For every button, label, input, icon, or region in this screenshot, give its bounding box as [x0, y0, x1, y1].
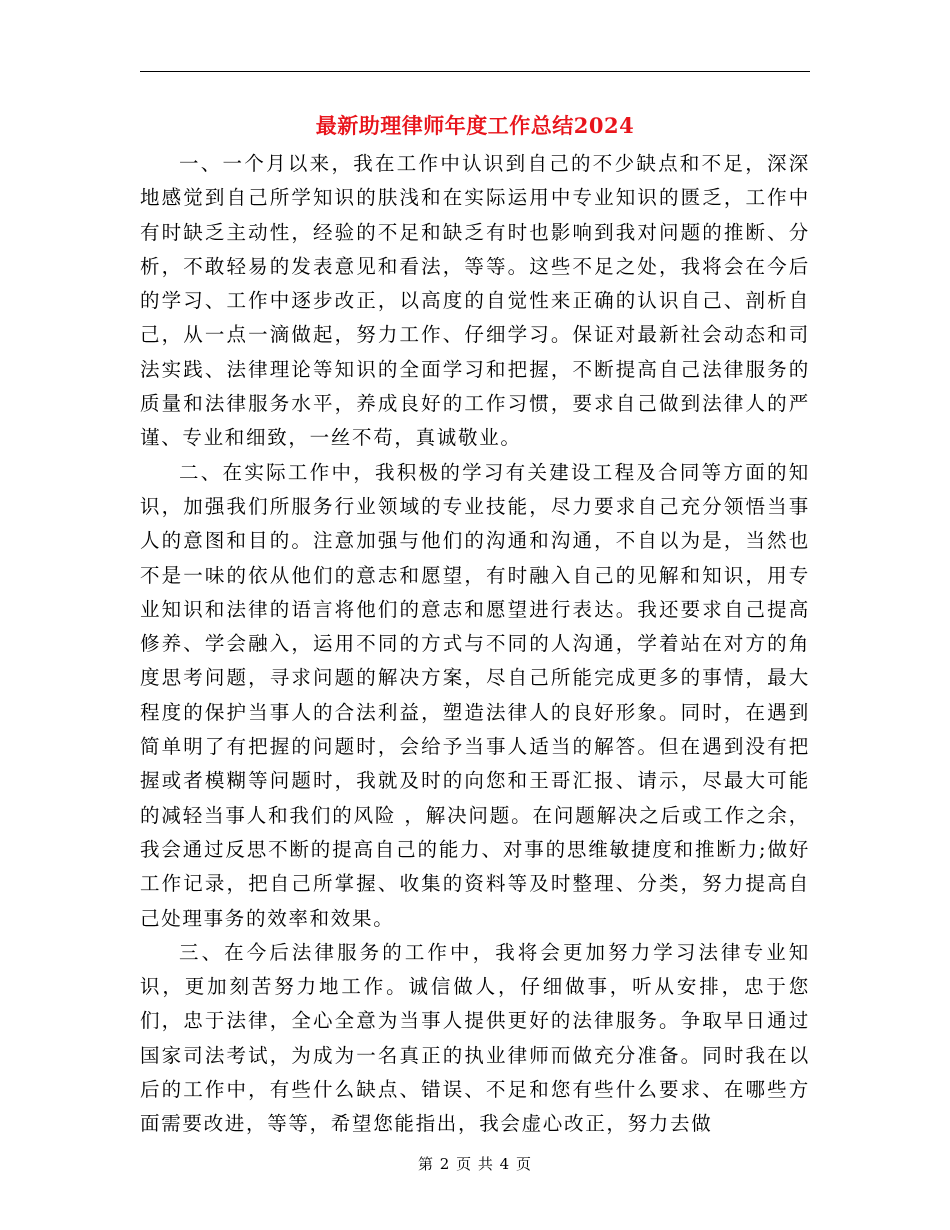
- page-number: 第 2 页 共 4 页: [418, 1155, 532, 1173]
- document-body: [140, 147, 810, 1142]
- paragraph-2: 二、在实际工作中，我积极的学习有关建设工程及合同等方面的知识，加强我们所服务行业领域的专业技能，尽力要求自己充分领悟当事人的意图和目的。注意加强与他们的沟通和沟通，不自以为是，当然也不是一味的依从他们的意志和愿望，有时融入自己的见解和知识，用专业知识和法律的语言将他们的意志和愿望进行表达。我还要求自己提高修养、学会融入，运用不同的方式与不同的人沟通，学着站在对方的角度思考问题，寻求问题的解决方案，尽自己所能完成更多的事情，最大程度的保护当事人的合法利益，塑造法律人的良好形象。同时，在遇到简单明了有把握的问题时，会给予当事人适当的解答。但在遇到没有把握或者模糊等问题时，我就及时的向您和王哥汇报、请示，尽最大可能的减轻当事人和我们的风险 ，解决问题。在问题解决之后或工作之余，我会通过反思不断的提高自己的能力、对事的思维敏捷度和推断力;做好工作记录，把自己所掌握、收集的资料等及时整理、分类，努力提高自己处理事务的效率和效果。: [140, 460, 810, 930]
- header-rule: [140, 71, 810, 72]
- document-title: 最新助理律师年度工作总结2024: [315, 113, 635, 138]
- paragraph-1: 一、一个月以来，我在工作中认识到自己的不少缺点和不足，深深地感觉到自己所学知识的肤浅和在实际运用中专业知识的匮乏，工作中有时缺乏主动性，经验的不足和缺乏有时也影响到我对问题的推断、分析，不敢轻易的发表意见和看法，等等。这些不足之处，我将会在今后的学习、工作中逐步改正，以高度的自觉性来正确的认识自己、剖析自己，从一点一滴做起，努力工作、仔细学习。保证对最新社会动态和司法实践、法律理论等知识的全面学习和把握，不断提高自己法律服务的质量和法律服务水平，养成良好的工作习惯，要求自己做到法律人的严谨、专业和细致，一丝不苟，真诚敬业。: [140, 152, 810, 450]
- paragraph-3: 三、在今后法律服务的工作中，我将会更加努力学习法律专业知识，更加刻苦努力地工作。诚信做人，仔细做事，听从安排，忠于您们，忠于法律，全心全意为当事人提供更好的法律服务。争取早日通过国家司法考试，为成为一名真正的执业律师而做充分准备。同时我在以后的工作中，有些什么缺点、错误、不足和您有些什么要求、在哪些方面需要改进，等等，希望您能指出，我会虚心改正，努力去做: [140, 940, 810, 1136]
